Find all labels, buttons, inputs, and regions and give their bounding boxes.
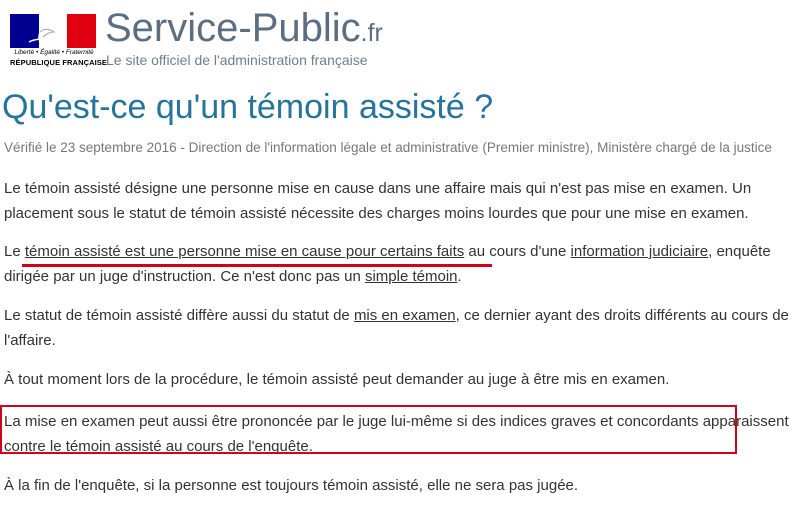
paragraph-fin-enquete: À la fin de l'enquête, si la personne est toujours témoin assisté, elle ne sera pas jugée.: [4, 477, 579, 494]
paragraph-statut-mis-en-examen: [4, 303, 799, 353]
paragraph-text: Le: [4, 243, 25, 260]
republique-francaise-logo[interactable]: [10, 14, 108, 68]
republic-motto: Liberté • Égalité • Fraternité: [14, 49, 94, 56]
site-tagline: Le site officiel de l'administration française: [106, 52, 368, 68]
link-mis-en-examen[interactable]: mis en examen: [353, 307, 456, 324]
paragraph-text: .: [457, 268, 462, 285]
site-title-link[interactable]: [105, 6, 383, 51]
republique-francaise-label: RÉPUBLIQUE FRANÇAISE: [10, 58, 108, 67]
paragraph-demande-mise-en-examen: À tout moment lors de la procédure, le témoin assisté peut demander au juge à être mis en examen.: [4, 371, 670, 388]
link-temoin-assiste-definition[interactable]: témoin assisté est une personne mise en cause pour certains faits: [24, 243, 465, 260]
paragraph-text: , ce dernier ayant des droits différents au cours de l'affaire.: [4, 307, 789, 349]
marianne-profile-icon: [24, 20, 76, 48]
paragraph-text: , enquête dirigée par un juge d'instruction. Ce n'est donc pas un: [4, 243, 771, 285]
site-name: Service-Public: [105, 6, 361, 50]
verification-date: Vérifié le 23 septembre 2016 - Direction de l'information légale et administrative (Premier ministre), Ministère chargé de la justice: [4, 140, 772, 155]
paragraph-text: Le statut de témoin assisté diffère aussi du statut de: [4, 307, 354, 324]
link-information-judiciaire[interactable]: information judiciaire: [570, 243, 709, 260]
highlight-underline: [22, 264, 492, 267]
paragraph-mise-en-examen-juge: La mise en examen peut aussi être prononcée par le juge lui-même si des indices graves et concordants apparaissent contre le témoin assisté au cours de l'enquête.: [4, 413, 789, 455]
site-tld: .fr: [360, 19, 383, 47]
paragraph-text: au cours d'une: [464, 243, 571, 260]
link-simple-temoin[interactable]: simple témoin: [364, 268, 458, 285]
marianne-flag-icon: [10, 14, 96, 48]
highlight-box: [0, 405, 737, 454]
paragraph-definition: Le témoin assisté désigne une personne mise en cause dans une affaire mais qui n'est pas mise en examen. Un placement sous le statut de témoin assisté nécessite des charges moins lourdes que pour une mise en examen.: [4, 180, 752, 222]
page-title: Qu'est-ce qu'un témoin assisté ?: [2, 88, 494, 126]
